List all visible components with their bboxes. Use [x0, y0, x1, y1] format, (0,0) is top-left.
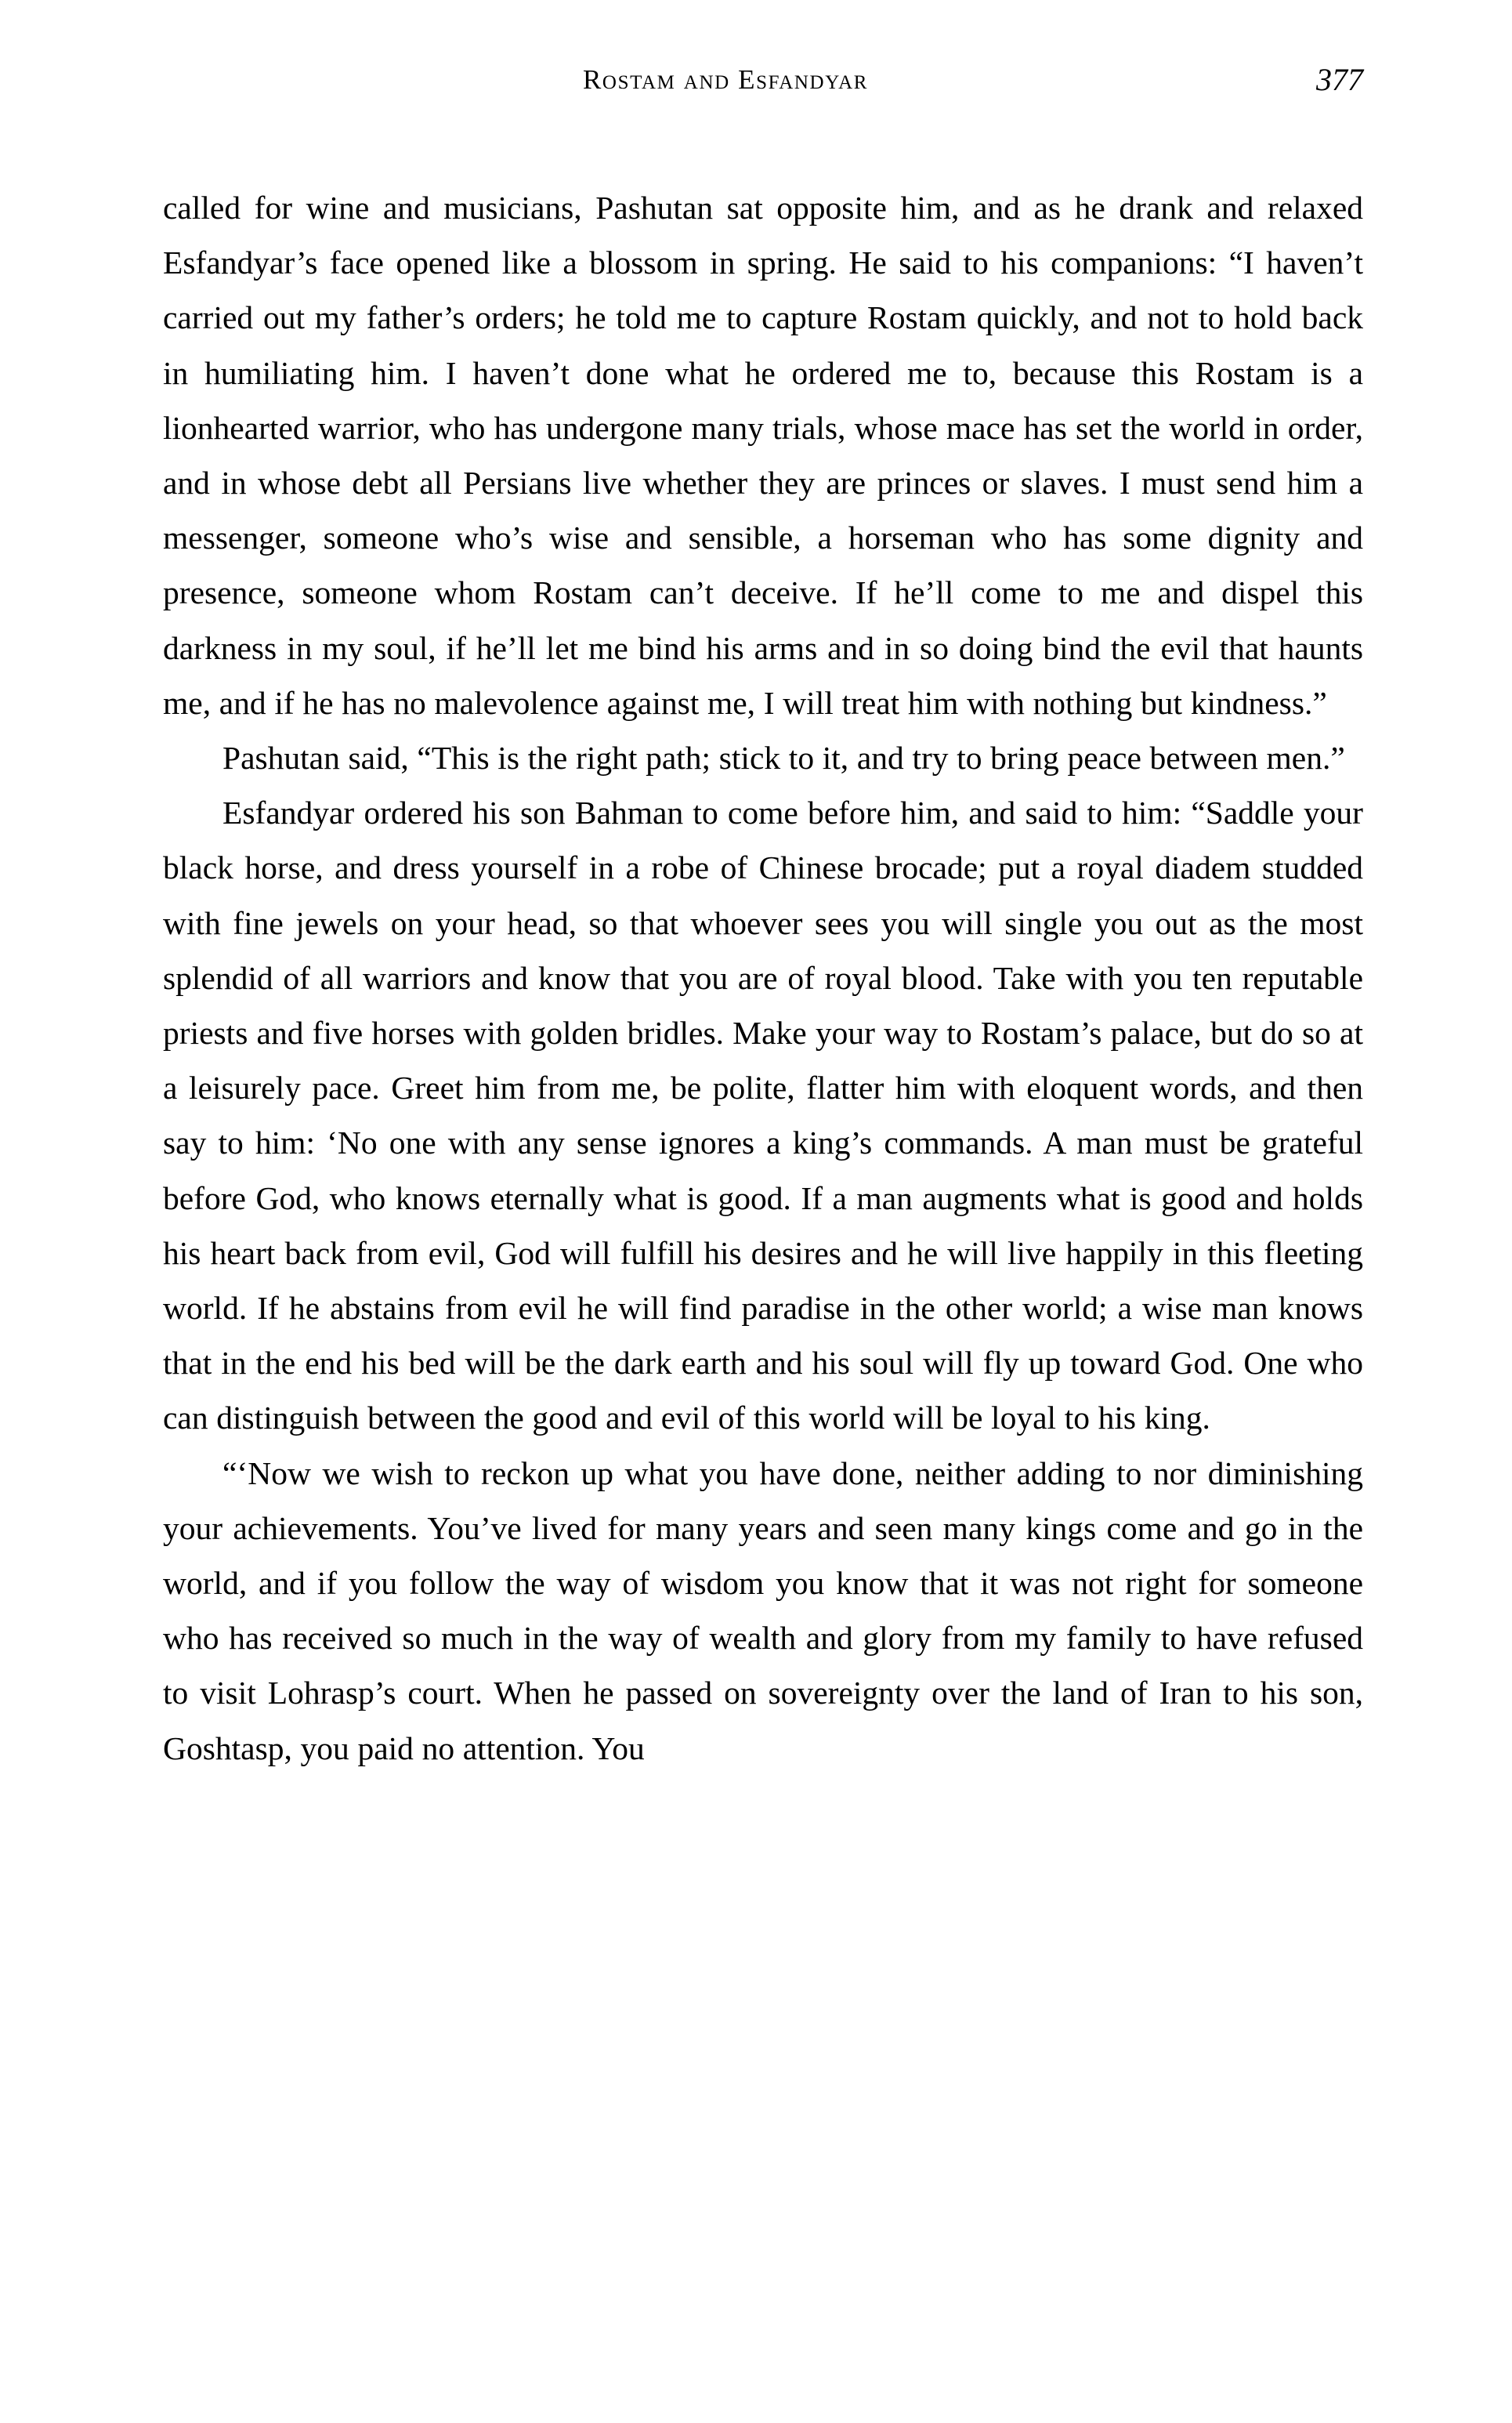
paragraph: Pashutan said, “This is the right path; stick to it, and try to bring peace between men.”: [222, 740, 1345, 777]
page-number: 377: [1316, 62, 1363, 97]
paragraph: “‘Now we wish to reckon up what you have done, neither adding to nor diminishing your achievements. You’ve lived for many years and seen many kings come and go in the world, and if you follow the way of wisdom you know that it was not right for someone who has received so much in the way of wealth and glory from my family to have refused to visit Lohrasp’s court. When he passed on sovereignty over the land of Iran to his son, Goshtasp, you paid no attention. You: [163, 1454, 1363, 1766]
paragraph: Esfandyar ordered his son Bahman to come before him, and said to him: “Saddle your black horse, and dress yourself in a robe of Chinese brocade; put a royal diadem studded with fine jewels on your head, so that whoever sees you will single you out as the most splendid of all warriors and know that you are of royal blood. Take with you ten reputable priests and five horses with golden bridles. Make your way to Rostam’s palace, but do so at a leisurely pace. Greet him from me, be polite, flatter him with eloquent words, and then say to him: ‘No one with any sense ignores a king’s commands. A man must be grateful before God, who knows eternally what is good. If a man augments what is good and holds his heart back from evil, God will fulfill his desires and he will live happily in this fleeting world. If he abstains from evil he will find paradise in the other world; a wise man knows that in the end his bed will be the dark earth and his soul will fly up toward God. One who can distinguish between the good and evil of this world will be loyal to his king.: [163, 795, 1363, 1436]
running-head: [163, 61, 1363, 108]
body-text-block: [163, 180, 1363, 1776]
running-head-title: Rostam and Esfandyar: [582, 64, 869, 95]
paragraph: called for wine and musicians, Pashutan sat opposite him, and as he drank and relaxed Esfandyar’s face opened like a blossom in spring. He said to his companions: “I haven’t carried out my father’s orders; he told me to capture Rostam quickly, and not to hold back in humiliating him. I haven’t done what he ordered me to, because this Rostam is a lionhearted warrior, who has undergone many trials, whose mace has set the world in order, and in whose debt all Persians live whether they are princes or slaves. I must send him a messenger, someone who’s wise and sensible, a horseman who has some dignity and presence, someone whom Rostam can’t deceive. If he’ll come to me and dispel this darkness in my soul, if he’ll let me bind his arms and in so doing bind the evil that haunts me, and if he has no malevolence against me, I will treat him with nothing but kindness.”: [163, 190, 1363, 721]
